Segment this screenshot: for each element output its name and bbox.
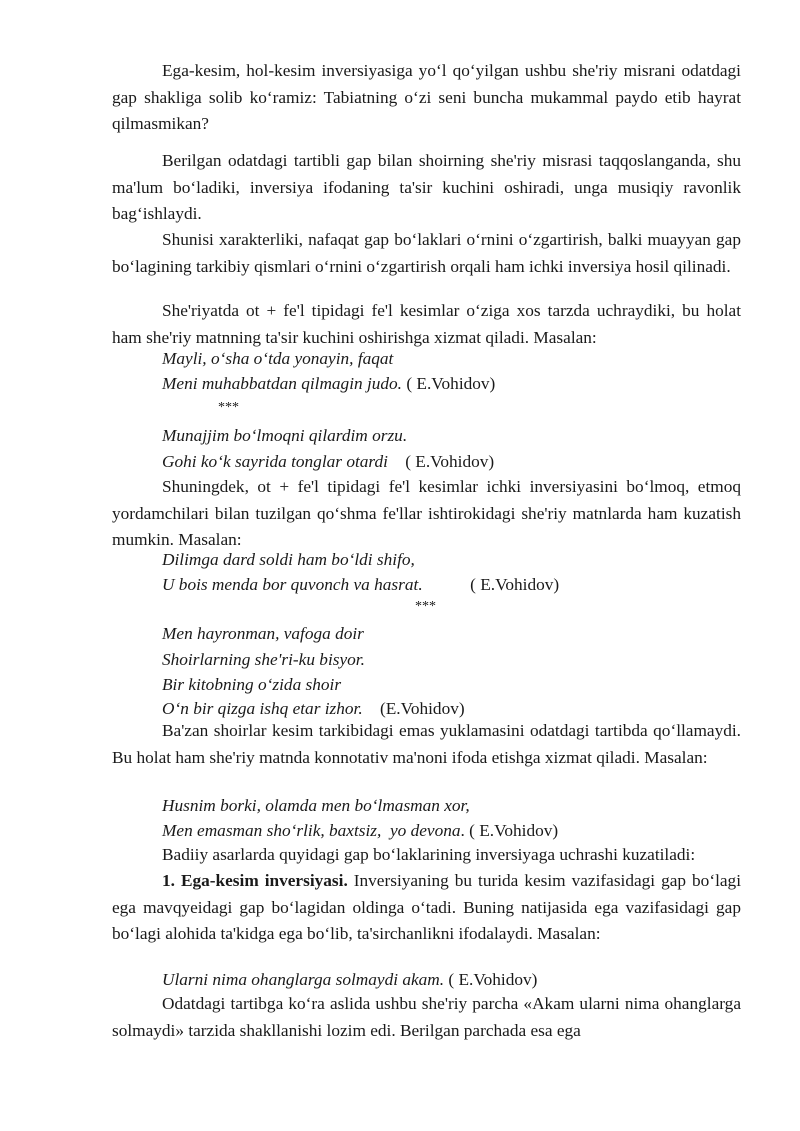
separator-stars: ***: [415, 599, 436, 614]
verse-line: Men emasman sho‘rlik, baxtsiz, yo devona. ( E.Vohidov): [162, 821, 559, 840]
verse-line: Gohi ko‘k sayrida tonglar otardi ( E.Vohidov): [162, 452, 495, 471]
paragraph: Shuningdek, ot + fe'l tipidagi fe'l kesimlar ichki inversiyasini bo‘lmoq, etmoq yordamchilari bilan tuzilgan qo‘shma fe'llar ishtirokidagi she'riy matnlarda ham kuzatish mumkin. Masalan:: [112, 477, 741, 549]
paragraph: Odatdagi tartibga ko‘ra aslida ushbu she'riy parcha «Akam ularni nima ohanglarga solmaydi» tarzida shakllanishi lozim edi. Berilgan parchada esa ega: [112, 994, 741, 1040]
verse-line: Husnim borki, olamda men bo‘lmasman xor,: [162, 796, 470, 815]
verse-source: ( E.Vohidov): [387, 452, 495, 471]
verse-line: Shoirlarning she'ri-ku bisyor.: [162, 650, 365, 669]
paragraph: Badiiy asarlarda quyidagi gap bo‘laklarining inversiyaga uchrashi kuzatiladi:: [162, 845, 696, 864]
section-heading: 1. Ega-kesim inversiyasi.: [162, 871, 348, 890]
verse-line: Mayli, o‘sha o‘tda yonayin, faqat: [162, 349, 394, 368]
verse-line: U bois menda bor quvonch va hasrat. ( E.Vohidov): [162, 575, 560, 594]
verse-line: Bir kitobning o‘zida shoir: [162, 675, 342, 694]
verse-source: ( E.Vohidov): [422, 575, 560, 594]
verse-line: Dilimga dard soldi ham bo‘ldi shifo,: [162, 550, 415, 569]
verse-line: Ularni nima ohanglarga solmaydi akam. ( E.Vohidov): [162, 970, 538, 989]
paragraph: Ba'zan shoirlar kesim tarkibidagi emas yuklamasini odatdagi tartibda qo‘llamaydi. Bu holat ham she'riy matnda konnotativ ma'noni ifoda etishga xizmat qiladi. Masalan:: [112, 721, 741, 767]
verse-line: Munajjim bo‘lmoqni qilardim orzu.: [162, 426, 408, 445]
verse-source: . ( E.Vohidov): [460, 821, 559, 840]
paragraph: She'riyatda ot + fe'l tipidagi fe'l kesimlar o‘ziga xos tarzda uchraydiki, bu holat ham she'riy matnning ta'sir kuchini oshirishga xizmat qiladi. Masalan:: [112, 301, 741, 347]
verse-line: Meni muhabbatdan qilmagin judo. ( E.Vohidov): [162, 374, 496, 393]
verse-line: O‘n bir qizga ishq etar izhor. (E.Vohidov): [162, 699, 465, 718]
verse-source: ( E.Vohidov): [402, 374, 496, 393]
paragraph: 1. Ega-kesim inversiyasi. Inversiyaning bu turida kesim vazifasidagi gap bo‘lagi ega mavqyeidagi gap bo‘lagidan oldinga o‘tadi. Buning natijasida ega vazifasidagi gap bo‘lagi alohida ta'kidga ega bo‘lib, ta'sirchanlikni ifodalaydi. Masalan:: [112, 871, 741, 943]
paragraph: Shunisi xarakterliki, nafaqat gap bo‘laklari o‘rnini o‘zgartirish, balki muayyan gap bo‘lagining tarkibiy qismlari o‘rnini o‘zgartirish orqali ham ichki inversiya hosil qilinadi.: [112, 230, 741, 276]
paragraph: Berilgan odatdagi tartibli gap bilan shoirning she'riy misrasi taqqoslanganda, shu ma'lum bo‘ladiki, inversiya ifodaning ta'sir kuchini oshiradi, unga musiqiy ravonlik bag‘ishlaydi.: [112, 151, 741, 223]
verse-source: (E.Vohidov): [362, 699, 465, 718]
verse-line: Men hayronman, vafoga doir: [162, 624, 364, 643]
paragraph: Ega-kesim, hol-kesim inversiyasiga yo‘l qo‘yilgan ushbu she'riy misrani odatdagi gap shakliga solib ko‘ramiz: Tabiatning o‘zi seni buncha mukammal paydo etib hayrat qilmasmikan?: [112, 61, 741, 133]
separator-stars: ***: [218, 400, 239, 415]
verse-source: ( E.Vohidov): [444, 970, 538, 989]
